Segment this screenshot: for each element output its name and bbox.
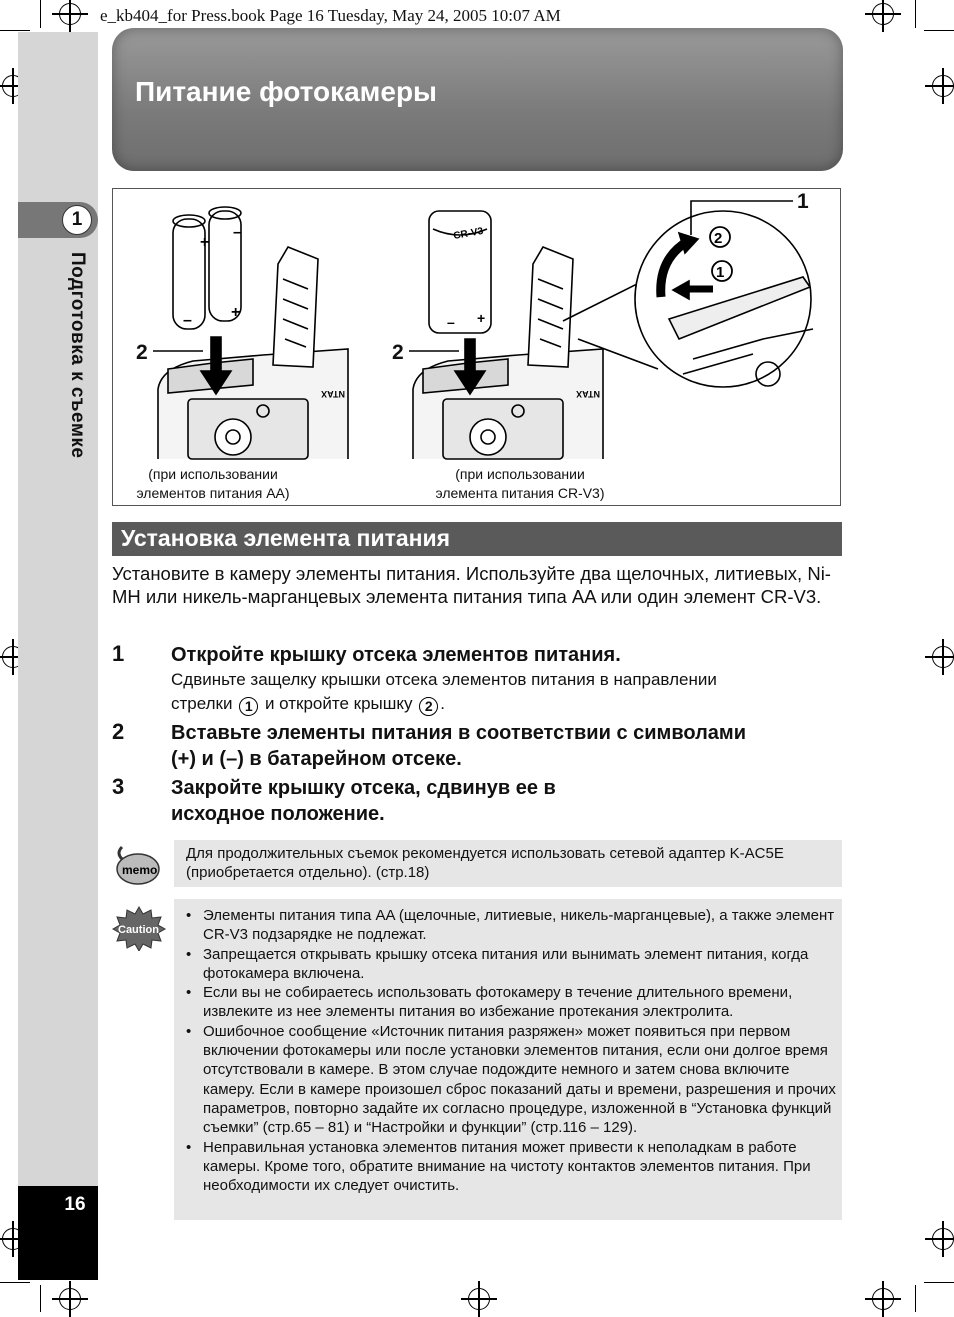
step-number: 1 (112, 641, 125, 666)
crop-mark (924, 30, 954, 31)
battery-plus-sign: + (477, 310, 486, 326)
registration-mark-icon (932, 1228, 954, 1250)
memo-icon (112, 843, 160, 887)
svg-text:2: 2 (714, 230, 723, 247)
crop-mark (915, 1285, 916, 1312)
battery-plus-sign: + (200, 234, 210, 251)
step-number: 3 (112, 774, 125, 799)
caption-crv3: (при использовании элемента питания CR-V3) (435, 466, 605, 501)
caution-item: • Ошибочное сообщение «Источник питания разряжен» может появиться при первом включении фотокамеры или после установки элементов питания, если они долгое время отсутствовали в камере. В этом случае подождите немного и затем снова включите камеру. Если в камере произошел сброс показаний даты и времени, разрешения и прочих параметров, повторно задайте их согласно процедуре, изложенной в “Установка функций съемки” (стр.65 – 81) и “Настройки и функции” (стр.116 – 129). (184, 1022, 840, 1138)
registration-mark-icon (59, 3, 81, 25)
battery-minus-sign: – (183, 312, 192, 329)
crop-mark (0, 30, 30, 31)
circled-number-icon: 2 (419, 697, 438, 716)
caution-icon (112, 905, 166, 951)
step-title: Закройте крышку отсека, сдвинув ее в исходное положение. (171, 777, 556, 825)
chapter-label: Подготовка к съемке (67, 252, 88, 459)
camera-brand-text: NTAX (576, 389, 600, 399)
caution-item: • Неправильная установка элементов питания может привести к неполадкам в работе камеры. Кроме того, обратите внимание на чистоту контактов элементов питания. При необходимости их следует очистить. (184, 1138, 840, 1196)
crop-mark (0, 1282, 30, 1283)
svg-text:1: 1 (716, 264, 725, 281)
section-title: Установка элемента питания (121, 525, 451, 551)
caution-item: • Если вы не собираетесь использовать фотокамеру в течение длительного времени, извлеките из нее элементы питания во избежание протекания электролита. (184, 983, 840, 1022)
camera-brand-text: NTAX (321, 389, 345, 399)
crop-mark (40, 1285, 41, 1312)
figure-label-2-right: 2 (392, 341, 404, 364)
registration-mark-icon (932, 646, 954, 668)
crop-mark (40, 0, 41, 28)
caution-item: • Элементы питания типа AA (щелочные, литиевые, никель-марганцевые), а также элемент CR-V3 подзарядке не подлежат. (184, 906, 840, 945)
page-title: Питание фотокамеры (135, 76, 437, 107)
print-header: e_kb404_for Press.book Page 16 Tuesday, May 24, 2005 10:07 AM (100, 6, 561, 25)
battery-minus-sign: – (447, 314, 455, 330)
registration-mark-icon (932, 75, 954, 97)
battery-door-right (528, 247, 573, 367)
registration-mark-icon (59, 1288, 81, 1310)
step-title: Вставьте элементы питания в соответствии с символами (+) и (–) в батарейном отсеке. (171, 722, 747, 770)
battery-installation-illustration (113, 189, 840, 505)
crop-mark (915, 0, 916, 28)
figure-label-1: 1 (797, 190, 809, 213)
crv3-battery-label: CR-V3 (452, 225, 485, 242)
battery-door-left (273, 247, 318, 367)
intro-paragraph: Установите в камеру элементы питания. Используйте два щелочных, литиевых, Ni-MH или никель-марганцевых элемента питания типа AA или один элемент CR-V3. (112, 563, 831, 607)
svg-text:memo: memo (122, 863, 158, 877)
caption-aa: (при использовании элементов питания AA) (136, 466, 290, 501)
circled-number-icon: 1 (239, 697, 258, 716)
battery-plus-sign: + (231, 304, 241, 321)
battery-minus-sign: – (233, 224, 242, 241)
caution-item: • Запрещается открывать крышку отсека питания или вынимать элемент питания, когда фотокамера включена. (184, 945, 840, 984)
chapter-number: 1 (62, 205, 92, 235)
page-number: 16 (64, 1194, 86, 1215)
crop-mark (924, 1282, 954, 1283)
figure-label-2-left: 2 (136, 341, 148, 364)
step-title: Откройте крышку отсека элементов питания. (171, 644, 621, 666)
camera-dial (215, 419, 251, 455)
memo-text: Для продолжительных съемок рекомендуется использовать сетевой адаптер K-AC5E (приобретается отдельно). (стр.18) (186, 845, 784, 881)
registration-mark-icon (468, 1288, 490, 1310)
svg-text:Caution: Caution (118, 924, 159, 936)
step-number: 2 (112, 719, 125, 744)
registration-mark-icon (872, 1288, 894, 1310)
step-description: Сдвиньте защелку крышки отсека элементов питания в направлении стрелки 1 и откройте крышку 2 . (171, 670, 717, 714)
caution-list (184, 906, 840, 1195)
registration-mark-icon (872, 3, 894, 25)
